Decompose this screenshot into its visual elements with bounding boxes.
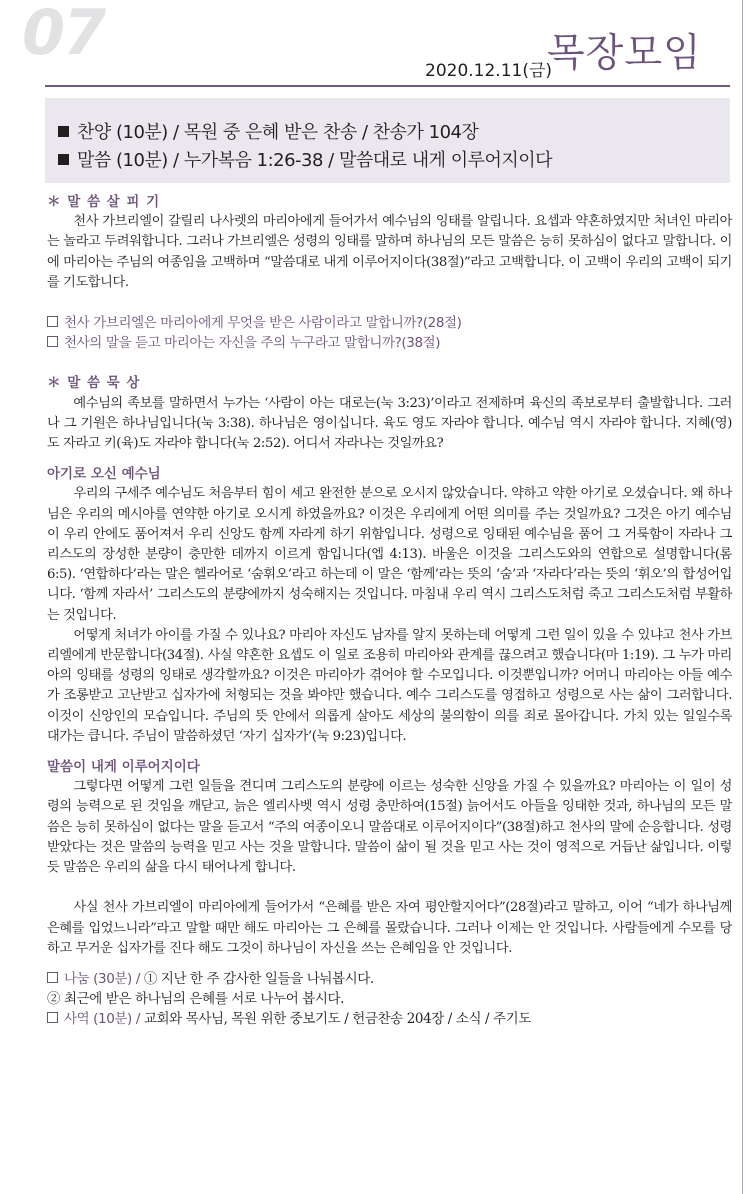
meditate-text: 예수님의 족보를 말하면서 누가는 ‘사람이 아는 대로는(눅 3:23)’이라고 전제하며 육신의 족보로부터 출발합니다. 그러나 그 기원은 하나님입니다(눅 3:38). 하나님은 영이십니다. 육도 영도 자라야 합니다. 예수님 역시 자라야 합니다. 지혜(영)도 자라고 키(육)도 자라야 합니다(눅 2:52). 어디서 자라나는 것일까요? [47,395,732,452]
meditate-heading: ＊ 말 씀 묵 상 [47,375,141,392]
ministry-label: 사역 (10분) / [64,1011,140,1028]
program-item-text: 말씀 (10분) / 누가복음 1:26-38 / 말씀대로 내게 이루어지이다 [77,150,553,171]
header-divider [45,85,730,87]
spacer [47,293,732,313]
question-item [47,313,732,333]
spacer [47,747,732,757]
question-item [47,333,732,353]
content-body [47,192,732,1030]
share-row [47,969,732,989]
checkbox-icon [47,316,58,327]
page-edge-rule [742,0,743,1194]
paragraph: 사실 천사 가브리엘이 마리아에게 들어가서 “은혜를 받은 자여 평안할지어다”(28절)라고 말하고, 이어 “네가 하나님께 은혜를 입었느니라”라고 말할 때만 해도 마리아는 그 은혜를 몰랐습니다. 그러나 이제는 안 것입니다. 사람들에게 수모를 당하고 무거운 십자가를 진다 해도 그것이 하나님이 자신을 쓰는 은혜임을 안 것입니다. [47,900,732,956]
program-item-praise [58,118,478,144]
subheading-word-fulfilled: 말씀이 내게 이루어지이다 [47,759,200,776]
page-title: 목장모임 [547,31,702,76]
ministry-text: 교회와 목사님, 목원 위한 중보기도 / 헌금찬송 204장 / 소식 / 주기도 [143,1011,531,1028]
program-item-text: 찬양 (10분) / 목원 중 은혜 받은 찬송 / 찬송가 104장 [77,122,479,143]
question-text: 천사 가브리엘은 마리아에게 무엇을 받은 사람이라고 말합니까?(28절) [64,315,462,332]
paragraph: 어떻게 처녀가 아이를 가질 수 있나요? 마리아 자신도 남자를 알지 못하는데 어떻게 그런 일이 있을 수 있냐고 천사 가브리엘에게 반문합니다(34절). 사실 약혼한 요셉도 이 일로 조용히 마리아와 관계를 끊으려고 했습니다(마 1:19). 그 누가 마리아의 잉태를 성령의 잉태로 생각할까요? 이것은 마리아가 겪어야 할 수모입니다. 이것뿐입니까? 어머니 마리아는 아들 예수가 조롱받고 고난받고 십자가에 처형되는 것을 봐야만 했습니다. 예수 그리스도를 영접하고 성령으로 사는 삶이 그러합니다. 이것이 신앙인의 모습입니다. 주님의 뜻 안에서 의롭게 살아도 세상의 불의함이 의를 죄로 몰아갑니다. 가치 있는 일일수록 대가는 큽니다. 주님이 말씀하셨던 ‘자기 십자가’(눅 9:23)입니다. [47,627,732,744]
observe-text: 천사 가브리엘이 갈릴리 나사렛의 마리아에게 들어가서 예수님의 잉태를 알립니다. 요셉과 약혼하였지만 처녀인 마리아는 놀라고 두려워합니다. 그러나 가브리엘은 성령의 잉태를 말하며 하나님의 모든 말씀은 능히 못하심이 없다고 말합니다. 이에 마리아는 주님의 여종임을 고백하며 “말씀대로 내게 이루어지이다(38절)”라고 고백합니다. 이 고백이 우리의 고백이 되기를 기도합니다. [47,214,733,290]
paragraph: 우리의 구세주 예수님도 처음부터 힘이 세고 완전한 분으로 오시지 않았습니다. 약하고 약한 아기로 오셨습니다. 왜 하나님은 우리의 메시아를 연약한 아기로 오시게 하였을까요? 이것은 우리에게 어떤 의미를 주는 것일까요? 그것은 아기 예수님이 우리 안에도 품어져서 우리 신앙도 함께 자라게 하기 위함입니다. 성령으로 잉태된 예수님을 품어 그 거룩함이 자라나 그리스도의 장성한 분량이 충만한 데까지 이르게 함입니다(엡 4:13). 바울은 이것을 그리스도와의 연합으로 설명합니다(롬 6:5). ‘연합하다’라는 말은 헬라어로 ‘숨휘오’라고 하는데 이 말은 ‘함께’라는 뜻의 ‘숨’과 ‘자라다’라는 뜻의 ‘휘오’의 합성어입니다. ‘함께 자라서’ 그리스도의 분량에까지 성숙해지는 것입니다. 마침내 우리 역시 그리스도처럼 죽고 그리스도처럼 부활하는 것입니다. [47,486,732,623]
spacer [47,878,732,898]
share-row-2 [47,989,732,1009]
spacer [47,959,732,969]
spacer [47,454,732,464]
square-bullet-icon [58,126,69,137]
observe-heading: ＊ 말 씀 살 피 기 [47,194,161,210]
checkbox-icon [47,1012,58,1023]
page-number: 07 [22,0,105,69]
ministry-row [47,1009,732,1029]
checkbox-icon [47,972,58,983]
checkbox-icon [47,336,58,347]
subheading-baby-jesus: 아기로 오신 예수님 [47,466,161,483]
share-item: ② 최근에 받은 하나님의 은혜를 서로 나누어 봅시다. [47,991,345,1008]
square-bullet-icon [58,154,69,165]
share-item: ① 지난 한 주 감사한 일들을 나눠봅시다. [143,970,374,987]
share-label: 나눔 (30분) / [64,970,140,987]
paragraph: 그렇다면 어떻게 그런 일들을 견디며 그리스도의 분량에 이르는 성숙한 신앙을 가질 수 있을까요? 마리아는 이 일이 성령의 능력으로 된 것임을 깨닫고, 늙은 엘리사벳 역시 성령 충만하여(15절) 늙어서도 아들을 잉태한 것과, 하나님의 모든 말씀은 능히 못하심이 없다는 말을 듣고서 “주의 여종이오니 말씀대로 이루어지이다”(38절)하고 천사의 말에 순응합니다. 성령 받았다는 것은 말씀의 능력을 믿고 사는 것을 말합니다. 말씀이 삶이 될 것을 믿고 사는 것이 영적으로 거듭난 삶입니다. 이렇듯 말씀은 우리의 삶을 다시 태어나게 합니다. [47,779,733,876]
program-item-word [58,146,552,172]
question-text: 천사의 말을 듣고 마리아는 자신을 주의 누구라고 말합니까?(38절) [64,335,441,352]
spacer [47,353,732,373]
meeting-date: 2020.12.11(금) [425,61,553,81]
